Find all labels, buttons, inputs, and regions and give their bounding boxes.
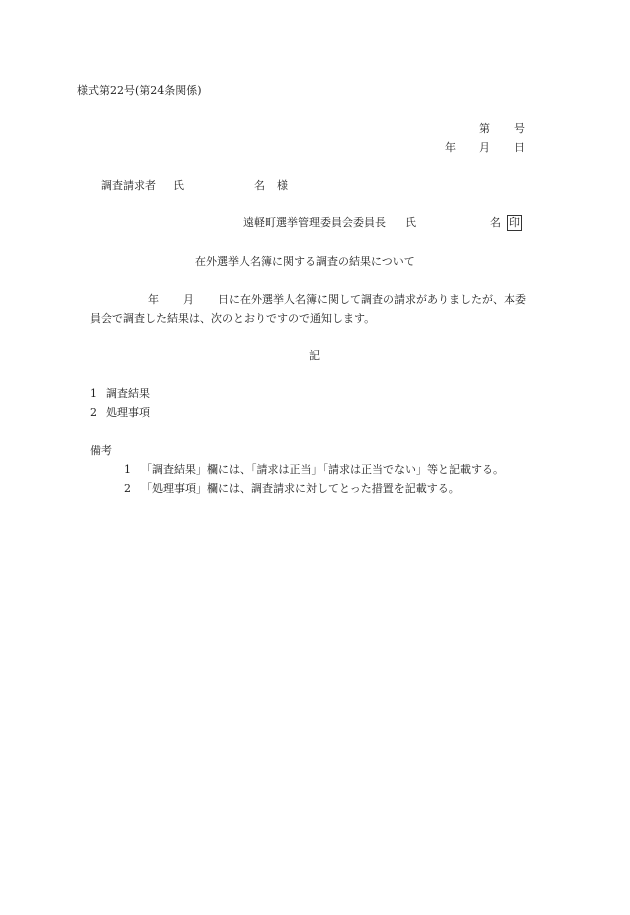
date-day: 日: [514, 141, 525, 154]
remark-note: [124, 483, 460, 494]
addressee-title: 調査請求者: [101, 179, 156, 192]
remark-text: 「処理事項」欄には、調査請求に対してとった措置を記載する。: [141, 482, 460, 495]
body-year: 年: [148, 293, 159, 306]
remarks-title: 備考: [90, 444, 112, 457]
item-row: [90, 388, 150, 399]
remark-note: [124, 464, 504, 475]
ki-heading: 記: [309, 349, 320, 362]
date-month: 月: [479, 141, 490, 154]
subject-title: 在外選挙人名簿に関する調査の結果について: [195, 255, 415, 268]
addressee-shi: 氏: [173, 179, 184, 192]
addressee-sama: 様: [277, 179, 288, 192]
sender-mei-line: [490, 215, 522, 231]
sender-mei: 名: [490, 216, 501, 229]
body-line-1: 日に在外選挙人名簿に関して調査の請求がありましたが、本委: [218, 293, 526, 306]
sender-shi: 氏: [405, 216, 416, 229]
doc-number-go: 号: [514, 122, 525, 135]
body-month: 月: [183, 293, 194, 306]
doc-number-dai: 第: [479, 122, 490, 135]
date-year: 年: [445, 141, 456, 154]
item-row: [90, 407, 150, 418]
item-number: 2: [90, 406, 97, 419]
addressee-mei: 名: [254, 179, 265, 192]
seal-mark: 印: [509, 216, 520, 229]
item-number: 1: [90, 387, 97, 400]
remark-text: 「調査結果」欄には、「請求は正当」「請求は正当でない」等と記載する。: [141, 463, 504, 476]
body-line-2: 員会で調査した結果は、次のとおりですので通知します。: [90, 312, 376, 325]
item-label: 処理事項: [106, 406, 150, 419]
item-label: 調査結果: [106, 387, 150, 400]
form-label: 様式第22号(第24条関係): [77, 84, 202, 97]
remark-number: 1: [124, 463, 131, 476]
sender-title: 遠軽町選挙管理委員会委員長: [243, 216, 386, 229]
remark-number: 2: [124, 482, 131, 495]
